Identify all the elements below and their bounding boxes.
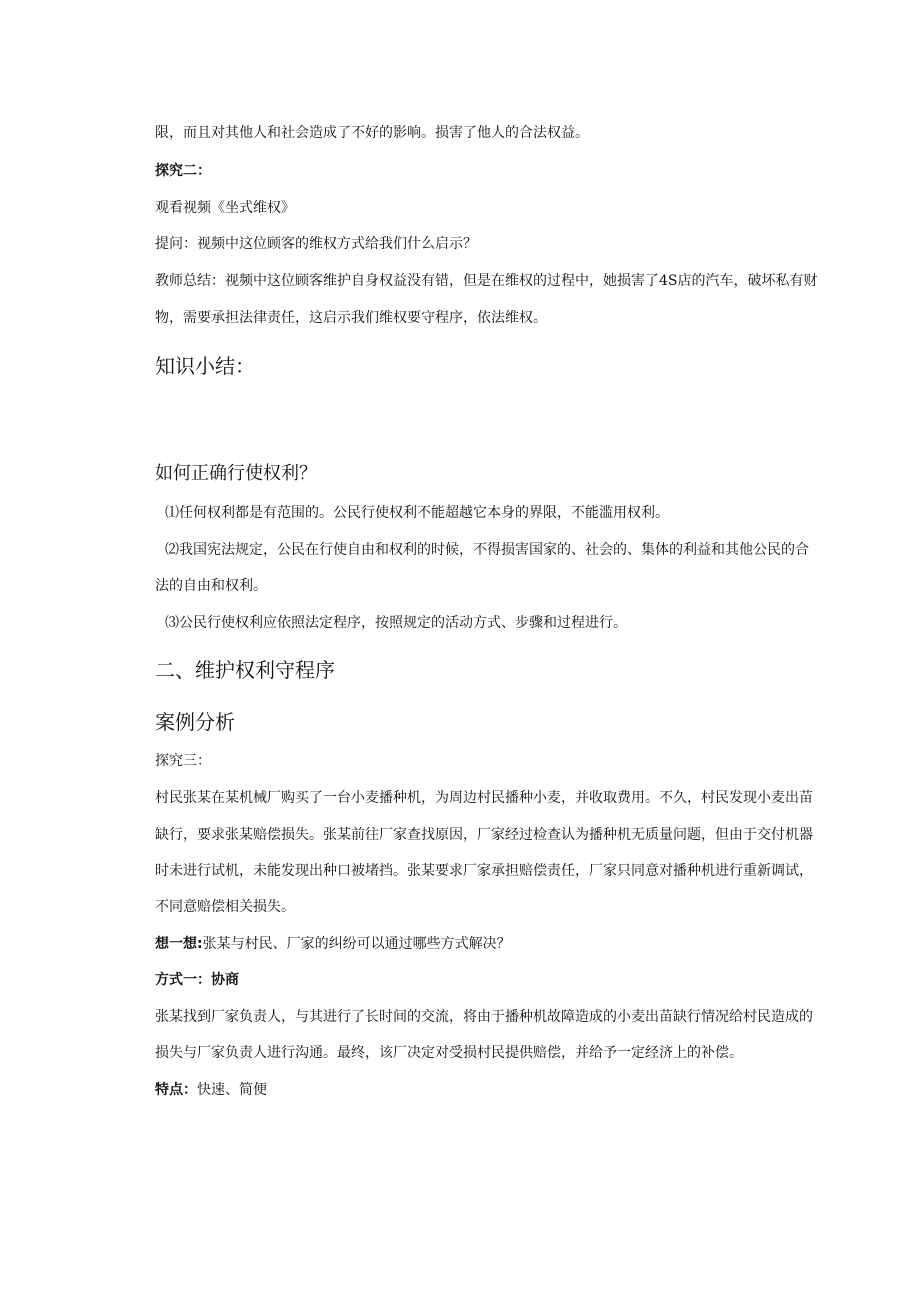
think-text: 张某与村民、厂家的纠纷可以通过哪些方式解决？	[202, 936, 511, 952]
paragraph-line: 提问：视频中这位顾客的维权方式给我们什么启示？	[155, 236, 477, 252]
paragraph-line: 观看视频《坐式维权》	[155, 200, 295, 216]
think-question	[155, 935, 511, 953]
feature-text: 快速、简便	[197, 1082, 267, 1098]
heading-question: 如何正确行使权利？	[155, 463, 317, 484]
heading-case-analysis: 案例分析	[155, 710, 235, 734]
feature-line	[155, 1081, 267, 1099]
paragraph-line: 限，而且对其他人和社会造成了不好的影响。损害了他人的合法权益。	[155, 125, 589, 141]
paragraph-line: 教师总结：视频中这位顾客维护自身权益没有错，但是在维权的过程中，她损害了4S店的汽车，破坏私有财	[155, 273, 818, 289]
case-line: 时未进行试机，未能发现出种口被堵挡。张某要求厂家承担赔偿责任，厂家只同意对播种机进行重新调试，	[155, 863, 813, 879]
list-item: ⑵我国宪法规定，公民在行使自由和权利的时候，不得损害国家的、社会的、集体的利益和其他公民的合	[165, 542, 809, 558]
case-line: 村民张某在某机械厂购买了一台小麦播种机，为周边村民播种小麦，并收取费用。不久，村民发现小麦出苗	[155, 790, 813, 806]
think-label: 想一想:	[155, 936, 203, 952]
description-line: 张某找到厂家负责人，与其进行了长时间的交流，将由于播种机故障造成的小麦出苗缺行情况给村民造成的	[155, 1009, 813, 1025]
heading-summary: 知识小结：	[155, 354, 255, 378]
case-line: 缺行，要求张某赔偿损失。张某前往厂家查找原因，厂家经过检查认为播种机无质量问题，但由于交付机器	[155, 827, 813, 843]
section-label: 探究三：	[155, 753, 211, 769]
description-line: 损失与厂家负责人进行沟通。最终，该厂决定对受损村民提供赔偿，并给予一定经济上的补偿。	[155, 1045, 743, 1061]
list-item: ⑴任何权利都是有范围的。公民行使权利不能超越它本身的界限，不能滥用权利。	[165, 505, 669, 521]
case-line: 不同意赔偿相关损失。	[155, 899, 295, 915]
feature-label: 特点：	[155, 1082, 197, 1098]
list-item: ⑶公民行使权利应依照法定程序，按照规定的活动方式、步骤和过程进行。	[165, 615, 627, 631]
list-item-continued: 法的自由和权利。	[155, 578, 267, 594]
heading-section-two: 二、维护权利守程序	[155, 658, 335, 682]
section-label: 探究二：	[155, 163, 211, 179]
paragraph-line: 物，需要承担法律责任，这启示我们维权要守程序，依法维权。	[155, 310, 547, 326]
method-one-label: 方式一：协商	[155, 972, 239, 988]
